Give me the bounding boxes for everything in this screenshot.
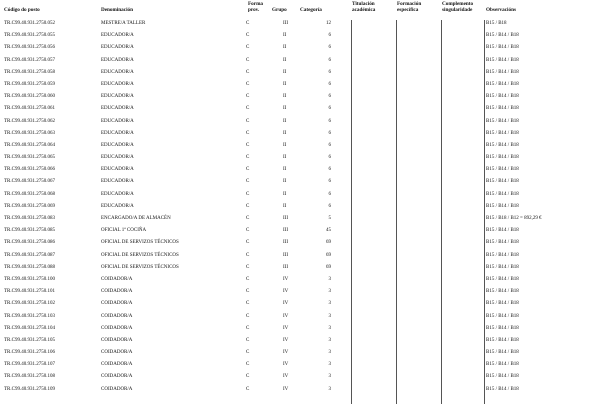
cell-denominacion: EDUCADOR/A	[101, 118, 134, 124]
cell-codigo: TR.C99.40.931.2750.055	[4, 33, 55, 39]
cell-observacions: B15 / B14 / B18	[486, 252, 519, 258]
cell-denominacion: ENCARGADO/A DE ALMACÉN	[101, 216, 171, 221]
header-grupo: Grupo	[272, 7, 287, 13]
cell-forma-provision: C	[246, 142, 250, 148]
cell-forma-provision: C	[246, 167, 250, 173]
cell-observacions: B15 / B14 / B18	[486, 264, 519, 270]
cell-categoria: 6	[328, 45, 331, 51]
cell-grupo: IV	[283, 301, 289, 307]
cell-denominacion: COIDADOR/A	[101, 301, 133, 307]
cell-denominacion: COIDADOR/A	[101, 337, 133, 343]
table-row	[0, 32, 614, 44]
cell-codigo: TR.C99.40.931.2750.063	[4, 130, 55, 136]
cell-grupo: IV	[283, 337, 289, 343]
cell-grupo: II	[283, 179, 287, 185]
cell-denominacion: EDUCADOR/A	[101, 81, 134, 87]
cell-grupo: III	[283, 228, 288, 234]
cell-observacions: B15 / B14 / B18	[486, 118, 519, 124]
table-row	[0, 142, 614, 154]
cell-observacions: B15 / B14 / B18	[486, 179, 519, 185]
cell-observacions: B15 / B14 / B18	[486, 33, 519, 39]
table-row	[0, 130, 614, 142]
cell-categoria: 12	[326, 21, 331, 26]
cell-forma-provision: C	[246, 337, 250, 343]
cell-categoria: 3	[328, 350, 331, 356]
table-row	[0, 178, 614, 190]
table-row	[0, 105, 614, 117]
cell-categoria: 3	[328, 386, 331, 392]
cell-grupo: III	[283, 240, 288, 246]
cell-forma-provision: C	[246, 252, 250, 258]
cell-observacions: B15 / B14 / B18	[486, 228, 519, 234]
table-row	[0, 386, 614, 398]
cell-observacions: B15 / B14 / B18	[486, 57, 519, 63]
cell-categoria: 6	[328, 118, 331, 124]
cell-denominacion: EDUCADOR/A	[101, 203, 134, 209]
header-complemento: Complemento singularidade	[442, 1, 474, 13]
table-row	[0, 44, 614, 56]
cell-categoria: 69	[326, 264, 331, 270]
cell-denominacion: OFICIAL DE SERVIZOS TÉCNICOS	[101, 240, 179, 246]
cell-denominacion: EDUCADOR/A	[101, 179, 134, 185]
cell-categoria: 6	[328, 33, 331, 39]
cell-denominacion: COIDADOR/A	[101, 276, 133, 282]
cell-grupo: III	[283, 21, 288, 26]
cell-observacions: B15 / B14 / B18	[486, 313, 519, 319]
cell-codigo: TR.C99.40.931.2750.100	[4, 276, 55, 282]
cell-categoria: 45	[326, 228, 331, 234]
cell-categoria: 3	[328, 313, 331, 319]
cell-forma-provision: C	[246, 130, 250, 136]
cell-grupo: IV	[283, 386, 289, 392]
cell-denominacion: EDUCADOR/A	[101, 167, 134, 173]
table-row	[0, 252, 614, 264]
header-formacion: Formación específica	[397, 1, 422, 13]
cell-observacions: B15 / B14 / B18	[486, 350, 519, 356]
header-forma-provision: Forma prov.	[248, 1, 263, 13]
cell-codigo: TR.C99.40.931.2750.062	[4, 118, 55, 124]
cell-observacions: B15 / B14 / B18	[486, 130, 519, 136]
cell-forma-provision: C	[246, 203, 250, 209]
cell-grupo: III	[283, 264, 288, 270]
cell-codigo: TR.C99.40.931.2750.069	[4, 203, 55, 209]
cell-forma-provision: C	[246, 240, 250, 246]
cell-forma-provision: C	[246, 191, 250, 197]
cell-grupo: II	[283, 69, 287, 75]
header-codigo: Código do posto	[4, 7, 40, 13]
header-observacions: Observacións	[486, 7, 516, 13]
table-row	[0, 264, 614, 276]
cell-denominacion: EDUCADOR/A	[101, 106, 134, 112]
cell-denominacion: MESTRE/A TALLER	[101, 21, 146, 26]
cell-grupo: IV	[283, 362, 289, 368]
cell-codigo: TR.C99.40.931.2750.101	[4, 289, 55, 295]
cell-observacions: B15 / B14 / B18	[486, 325, 519, 331]
cell-codigo: TR.C99.40.931.2750.086	[4, 240, 55, 246]
cell-forma-provision: C	[246, 33, 250, 39]
cell-forma-provision: C	[246, 216, 250, 221]
cell-grupo: II	[283, 130, 287, 136]
table-row	[0, 300, 614, 312]
cell-grupo: II	[283, 118, 287, 124]
cell-forma-provision: C	[246, 21, 250, 26]
cell-codigo: TR.C99.40.931.2750.106	[4, 350, 55, 356]
cell-codigo: TR.C99.40.931.2750.052	[4, 21, 55, 26]
table-row	[0, 69, 614, 81]
cell-observacions: B15 / B18 / B12 = 892,29 €	[486, 216, 542, 221]
cell-codigo: TR.C99.40.931.2750.087	[4, 252, 55, 258]
table-row	[0, 154, 614, 166]
cell-denominacion: COIDADOR/A	[101, 362, 133, 368]
cell-forma-provision: C	[246, 301, 250, 307]
cell-grupo: II	[283, 191, 287, 197]
cell-grupo: II	[283, 57, 287, 63]
cell-forma-provision: C	[246, 106, 250, 112]
table-row	[0, 325, 614, 337]
cell-denominacion: EDUCADOR/A	[101, 57, 134, 63]
cell-codigo: TR.C99.40.931.2750.056	[4, 45, 55, 51]
cell-denominacion: COIDADOR/A	[101, 350, 133, 356]
cell-denominacion: COIDADOR/A	[101, 325, 133, 331]
cell-grupo: II	[283, 81, 287, 87]
cell-observacions: B15 / B18	[486, 21, 507, 26]
cell-categoria: 6	[328, 167, 331, 173]
cell-observacions: B15 / B14 / B18	[486, 69, 519, 75]
cell-codigo: TR.C99.40.931.2750.058	[4, 69, 55, 75]
cell-observacions: B15 / B14 / B18	[486, 94, 519, 100]
cell-grupo: II	[283, 94, 287, 100]
cell-codigo: TR.C99.40.931.2750.107	[4, 362, 55, 368]
cell-observacions: B15 / B14 / B18	[486, 203, 519, 209]
cell-denominacion: EDUCADOR/A	[101, 142, 134, 148]
header-denominacion: Denominación	[101, 7, 133, 13]
cell-denominacion: EDUCADOR/A	[101, 130, 134, 136]
cell-codigo: TR.C99.40.931.2750.105	[4, 337, 55, 343]
cell-grupo: IV	[283, 313, 289, 319]
cell-observacions: B15 / B14 / B18	[486, 45, 519, 51]
cell-forma-provision: C	[246, 155, 250, 161]
cell-grupo: IV	[283, 325, 289, 331]
table-row	[0, 239, 614, 251]
cell-grupo: II	[283, 106, 287, 112]
table-row	[0, 313, 614, 325]
cell-grupo: II	[283, 45, 287, 51]
cell-observacions: B15 / B14 / B18	[486, 142, 519, 148]
cell-forma-provision: C	[246, 45, 250, 51]
cell-grupo: II	[283, 203, 287, 209]
cell-categoria: 3	[328, 362, 331, 368]
cell-categoria: 3	[328, 301, 331, 307]
cell-observacions: B15 / B14 / B18	[486, 81, 519, 87]
cell-forma-provision: C	[246, 350, 250, 356]
cell-denominacion: OFICIAL DE SERVIZOS TÉCNICOS	[101, 264, 179, 270]
cell-denominacion: EDUCADOR/A	[101, 94, 134, 100]
header-categoria: Categoría	[300, 7, 322, 13]
cell-forma-provision: C	[246, 264, 250, 270]
cell-grupo: III	[283, 216, 288, 221]
cell-denominacion: EDUCADOR/A	[101, 69, 134, 75]
cell-denominacion: EDUCADOR/A	[101, 45, 134, 51]
cell-observacions: B15 / B14 / B18	[486, 106, 519, 112]
cell-grupo: IV	[283, 374, 289, 380]
cell-observacions: B15 / B14 / B18	[486, 240, 519, 246]
cell-denominacion: COIDADOR/A	[101, 386, 133, 392]
cell-categoria: 6	[328, 191, 331, 197]
cell-grupo: IV	[283, 289, 289, 295]
cell-forma-provision: C	[246, 94, 250, 100]
cell-codigo: TR.C99.40.931.2750.088	[4, 264, 55, 270]
cell-denominacion: OFICIAL 1ª COCIÑA	[101, 228, 147, 234]
cell-grupo: II	[283, 33, 287, 39]
cell-categoria: 6	[328, 179, 331, 185]
cell-forma-provision: C	[246, 313, 250, 319]
table-row	[0, 361, 614, 373]
cell-forma-provision: C	[246, 325, 250, 331]
cell-categoria: 6	[328, 142, 331, 148]
cell-codigo: TR.C99.40.931.2750.066	[4, 167, 55, 173]
cell-codigo: TR.C99.40.931.2750.064	[4, 142, 55, 148]
table-row	[0, 215, 614, 227]
table-row	[0, 276, 614, 288]
cell-codigo: TR.C99.40.931.2750.108	[4, 374, 55, 380]
cell-forma-provision: C	[246, 179, 250, 185]
cell-grupo: II	[283, 155, 287, 161]
cell-observacions: B15 / B14 / B18	[486, 191, 519, 197]
cell-observacions: B15 / B14 / B18	[486, 386, 519, 392]
cell-categoria: 6	[328, 130, 331, 136]
cell-grupo: IV	[283, 350, 289, 356]
cell-categoria: 3	[328, 337, 331, 343]
cell-codigo: TR.C99.40.931.2750.102	[4, 301, 55, 307]
cell-codigo: TR.C99.40.931.2750.065	[4, 155, 55, 161]
cell-categoria: 69	[326, 240, 331, 246]
cell-forma-provision: C	[246, 374, 250, 380]
cell-categoria: 5	[328, 216, 331, 221]
table-row	[0, 166, 614, 178]
cell-categoria: 3	[328, 276, 331, 282]
cell-denominacion: OFICIAL DE SERVIZOS TÉCNICOS	[101, 252, 179, 258]
table-row	[0, 191, 614, 203]
cell-denominacion: EDUCADOR/A	[101, 33, 134, 39]
table-row	[0, 203, 614, 215]
table-row	[0, 227, 614, 239]
cell-grupo: IV	[283, 276, 289, 282]
cell-grupo: III	[283, 252, 288, 258]
table-row	[0, 373, 614, 385]
cell-forma-provision: C	[246, 276, 250, 282]
header-titulacion: Titulación académica	[352, 1, 376, 13]
table-row	[0, 20, 614, 32]
table-row	[0, 93, 614, 105]
cell-forma-provision: C	[246, 118, 250, 124]
cell-observacions: B15 / B14 / B18	[486, 155, 519, 161]
cell-denominacion: COIDADOR/A	[101, 313, 133, 319]
cell-categoria: 6	[328, 69, 331, 75]
cell-denominacion: COIDADOR/A	[101, 289, 133, 295]
table-body	[0, 20, 614, 398]
cell-grupo: II	[283, 142, 287, 148]
cell-codigo: TR.C99.40.931.2750.067	[4, 179, 55, 185]
cell-categoria: 6	[328, 155, 331, 161]
cell-codigo: TR.C99.40.931.2750.061	[4, 106, 55, 112]
cell-codigo: TR.C99.40.931.2750.068	[4, 191, 55, 197]
cell-forma-provision: C	[246, 386, 250, 392]
cell-categoria: 3	[328, 289, 331, 295]
cell-categoria: 6	[328, 94, 331, 100]
table-row	[0, 337, 614, 349]
cell-codigo: TR.C99.40.931.2750.060	[4, 94, 55, 100]
cell-observacions: B15 / B14 / B18	[486, 301, 519, 307]
table-row	[0, 81, 614, 93]
cell-codigo: TR.C99.40.931.2750.104	[4, 325, 55, 331]
cell-forma-provision: C	[246, 81, 250, 87]
cell-observacions: B15 / B14 / B18	[486, 276, 519, 282]
cell-observacions: B15 / B14 / B18	[486, 337, 519, 343]
cell-codigo: TR.C99.40.931.2750.109	[4, 386, 55, 392]
cell-codigo: TR.C99.40.931.2750.059	[4, 81, 55, 87]
cell-forma-provision: C	[246, 362, 250, 368]
cell-forma-provision: C	[246, 289, 250, 295]
cell-categoria: 69	[326, 252, 331, 258]
cell-forma-provision: C	[246, 228, 250, 234]
cell-observacions: B15 / B14 / B18	[486, 167, 519, 173]
cell-categoria: 6	[328, 81, 331, 87]
cell-forma-provision: C	[246, 69, 250, 75]
cell-forma-provision: C	[246, 57, 250, 63]
cell-denominacion: EDUCADOR/A	[101, 191, 134, 197]
cell-categoria: 6	[328, 57, 331, 63]
cell-grupo: II	[283, 167, 287, 173]
cell-denominacion: EDUCADOR/A	[101, 155, 134, 161]
cell-codigo: TR.C99.40.931.2750.103	[4, 313, 55, 319]
table-row	[0, 57, 614, 69]
table-row	[0, 288, 614, 300]
cell-denominacion: COIDADOR/A	[101, 374, 133, 380]
cell-categoria: 3	[328, 374, 331, 380]
cell-categoria: 3	[328, 325, 331, 331]
cell-observacions: B15 / B14 / B18	[486, 362, 519, 368]
cell-observacions: B15 / B14 / B18	[486, 289, 519, 295]
cell-codigo: TR.C99.40.931.2750.083	[4, 216, 55, 221]
cell-codigo: TR.C99.40.931.2750.057	[4, 57, 55, 63]
cell-categoria: 6	[328, 203, 331, 209]
cell-observacions: B15 / B14 / B18	[486, 374, 519, 380]
table-row	[0, 349, 614, 361]
cell-categoria: 6	[328, 106, 331, 112]
table-row	[0, 118, 614, 130]
table-header	[0, 0, 614, 20]
cell-codigo: TR.C99.40.931.2750.085	[4, 228, 55, 234]
